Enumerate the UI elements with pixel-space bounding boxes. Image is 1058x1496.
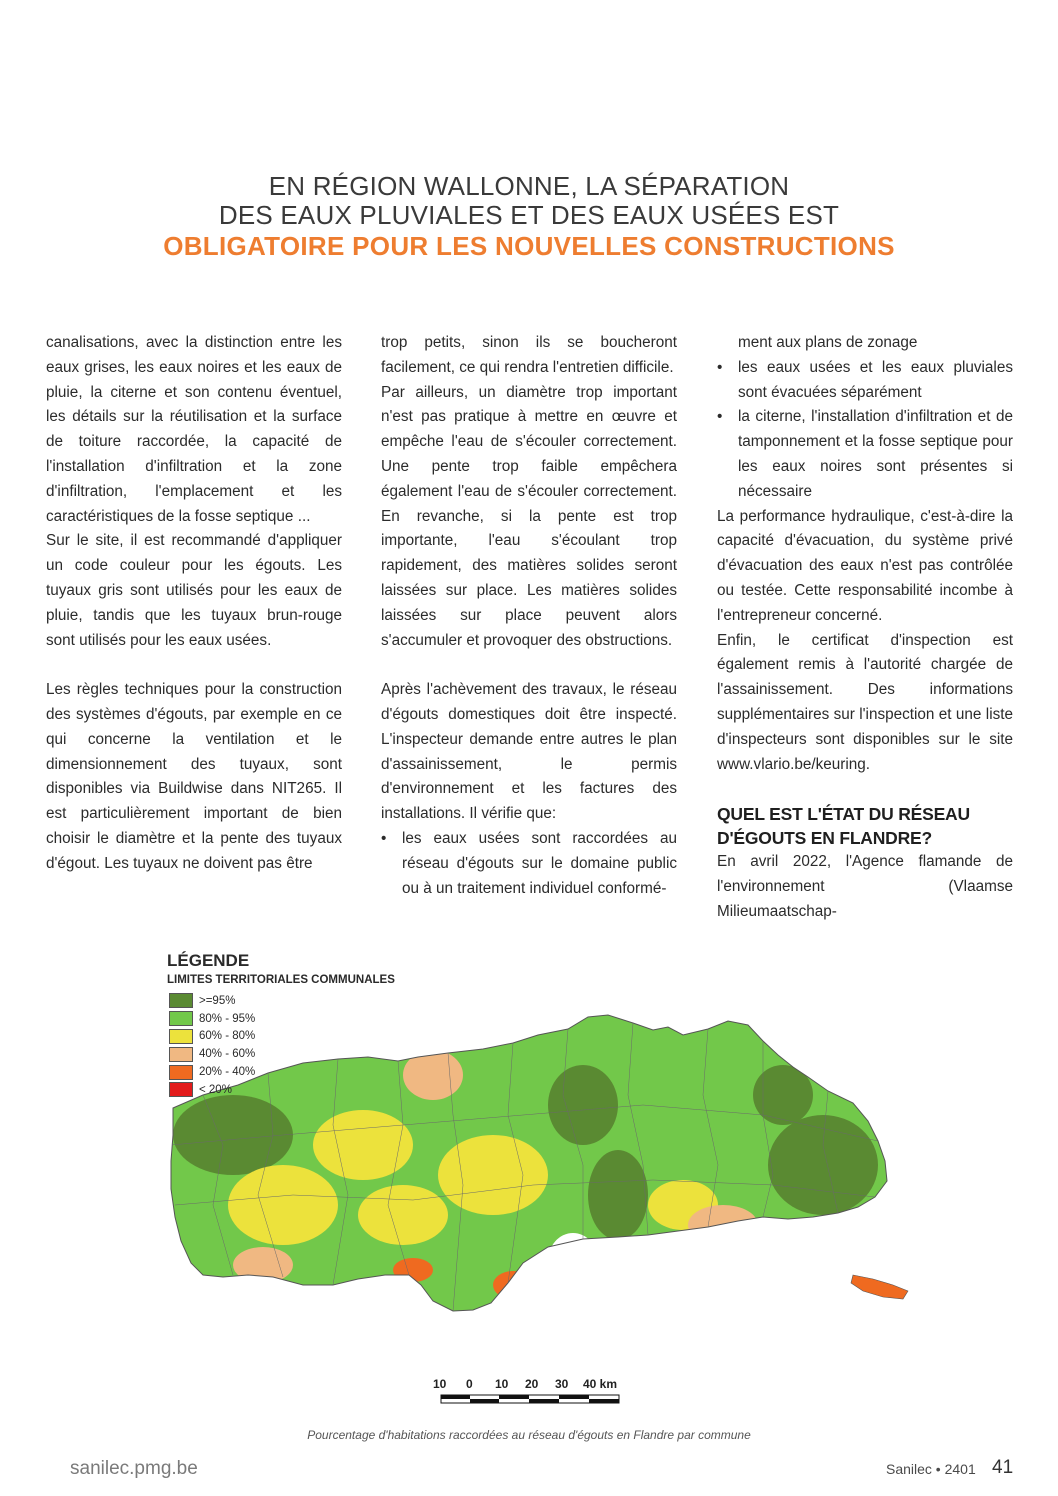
headline-line-2: DES EAUX PLUVIALES ET DES EAUX USÉES EST <box>218 200 840 230</box>
paragraph: La performance hydraulique, c'est-à-dire la capacité d'évacuation, du système privé d'évacuation des eaux n'est pas contrôlée ou testée. Cette responsabilité incombe à l'entrepreneur concerné. <box>717 507 1013 624</box>
legend-subtitle: LIMITES TERRITORIALES COMMUNALES <box>167 974 395 986</box>
legend-item <box>169 992 255 1010</box>
headline-line-3: OBLIGATOIRE POUR LES NOUVELLES CONSTRUCTIONS <box>163 231 895 261</box>
legend-swatch <box>169 1029 193 1044</box>
legend-label: < 20% <box>199 1083 232 1096</box>
map-graphic <box>163 945 923 1415</box>
enclave-orange <box>851 1275 908 1299</box>
scale-label: 20 <box>525 1377 539 1391</box>
paragraph: Sur le site, il est recommandé d'appliquer un code couleur pour les égouts. Les tuyaux gris sont utilisés pour les eaux de pluie, tandis que les tuyaux brun-rouge sont utilisés pour les eaux usées. <box>46 532 342 649</box>
legend-label: 20% - 40% <box>199 1066 256 1079</box>
scale-label: 0 <box>466 1377 473 1391</box>
checklist <box>717 356 1013 505</box>
legend-item <box>169 1010 255 1028</box>
legend-label: 60% - 80% <box>199 1030 256 1043</box>
legend-swatch <box>169 1065 193 1080</box>
list-item-continuation: ment aux plans de zonage <box>738 334 918 351</box>
legend <box>169 992 255 1099</box>
paragraph: canalisations, avec la distinction entre les eaux grises, les eaux noires et les eaux de pluie, la citerne et son contenu éventuel, les détails sur la réutilisation et la surface de toiture raccordée, la capacité de l'installation d'infiltration et la zone d'infiltration, l'emplacement et les caractéristiques de la fosse septique ... <box>46 334 342 525</box>
scale-label: 10 <box>495 1377 509 1391</box>
text-column-2 <box>381 331 677 901</box>
list-item: • les eaux usées sont raccordées au réseau d'égouts sur le domaine public ou à un traitement individuel conformé- <box>381 827 677 901</box>
legend-label: 40% - 60% <box>199 1048 256 1061</box>
legend-swatch <box>169 1011 193 1026</box>
legend-swatch <box>169 993 193 1008</box>
legend-item <box>169 1081 255 1099</box>
scale-labels <box>433 1377 633 1391</box>
scale-bar <box>433 1377 633 1407</box>
legend-item <box>169 1063 255 1081</box>
bullet-icon: • <box>717 408 723 426</box>
bullet-icon: • <box>717 358 723 376</box>
scale-label: 10 <box>433 1377 447 1391</box>
page-number: 41 <box>992 1457 1014 1478</box>
flanders-sewer-map <box>163 945 923 1415</box>
footer-url[interactable]: sanilec.pmg.be <box>70 1458 198 1479</box>
text-column-3 <box>717 331 1013 925</box>
legend-item <box>169 1028 255 1046</box>
text-column-1 <box>46 331 342 877</box>
legend-title: LÉGENDE <box>167 951 250 970</box>
paragraph: Après l'achèvement des travaux, le réseau d'égouts domestiques doit être inspecté. L'inspecteur demande entre autres le plan d'assainissement, le permis d'environnement et les factures des installations. Il vérifie que: <box>381 681 677 823</box>
legend-item <box>169 1045 255 1063</box>
section-heading: QUEL EST L'ÉTAT DU RÉSEAU D'ÉGOUTS EN FLANDRE? <box>717 804 970 849</box>
paragraph: Les règles techniques pour la construction des systèmes d'égouts, par exemple en ce qui concerne la ventilation et le dimensionnement des tuyaux, sont disponibles via Buildwise dans NIT265. Il est particulièrement important de bien choisir le diamètre et la pente des tuyaux d'égout. Les tuyaux ne doivent pas être <box>46 681 342 872</box>
scale-label: 30 <box>555 1377 569 1391</box>
legend-label: >=95% <box>199 994 236 1007</box>
footer-magazine: Sanilec • 2401 <box>886 1461 976 1477</box>
legend-swatch <box>169 1047 193 1062</box>
legend-label: 80% - 95% <box>199 1012 256 1025</box>
municipality-fills <box>163 1005 923 1325</box>
figure-caption: Pourcentage d'habitations raccordées au réseau d'égouts en Flandre par commune <box>307 1428 751 1442</box>
paragraph: Enfin, le certificat d'inspection est également remis à l'autorité chargée de l'assainissement. Des informations supplémentaires sur l'inspection et une liste d'inspecteurs sont disponibles sur le site www.vlario.be/keuring. <box>717 631 1013 773</box>
scale-label: 40 km <box>583 1377 618 1391</box>
headline <box>60 172 998 262</box>
scale-ruler <box>433 1394 633 1408</box>
list-item: • la citerne, l'installation d'infiltration et de tamponnement et la fosse septique pour les eaux noires sont présentes si nécessaire <box>717 405 1013 504</box>
bullet-icon: • <box>381 829 387 847</box>
paragraph: trop petits, sinon ils se boucheront facilement, ce qui rendra l'entretien difficile. <box>381 334 677 376</box>
headline-line-1: EN RÉGION WALLONNE, LA SÉPARATION <box>268 171 790 201</box>
list-item: • les eaux usées et les eaux pluviales sont évacuées séparément <box>717 356 1013 406</box>
paragraph: Par ailleurs, un diamètre trop important n'est pas pratique à mettre en œuvre et empêche l'eau de s'écouler correctement. Une pente trop faible empêchera également l'eau de s'écouler correctement. En revanche, si la pente est trop importante, l'eau s'écoulant trop rapidement, des matières solides seront laissées sur place. Les matières solides laissées sur place peuvent alors s'accumuler et provoquer des obstructions. <box>381 383 677 649</box>
paragraph: En avril 2022, l'Agence flamande de l'environnement (Vlaamse Milieumaatschap- <box>717 853 1013 920</box>
checklist <box>381 827 677 901</box>
legend-swatch <box>169 1082 193 1097</box>
